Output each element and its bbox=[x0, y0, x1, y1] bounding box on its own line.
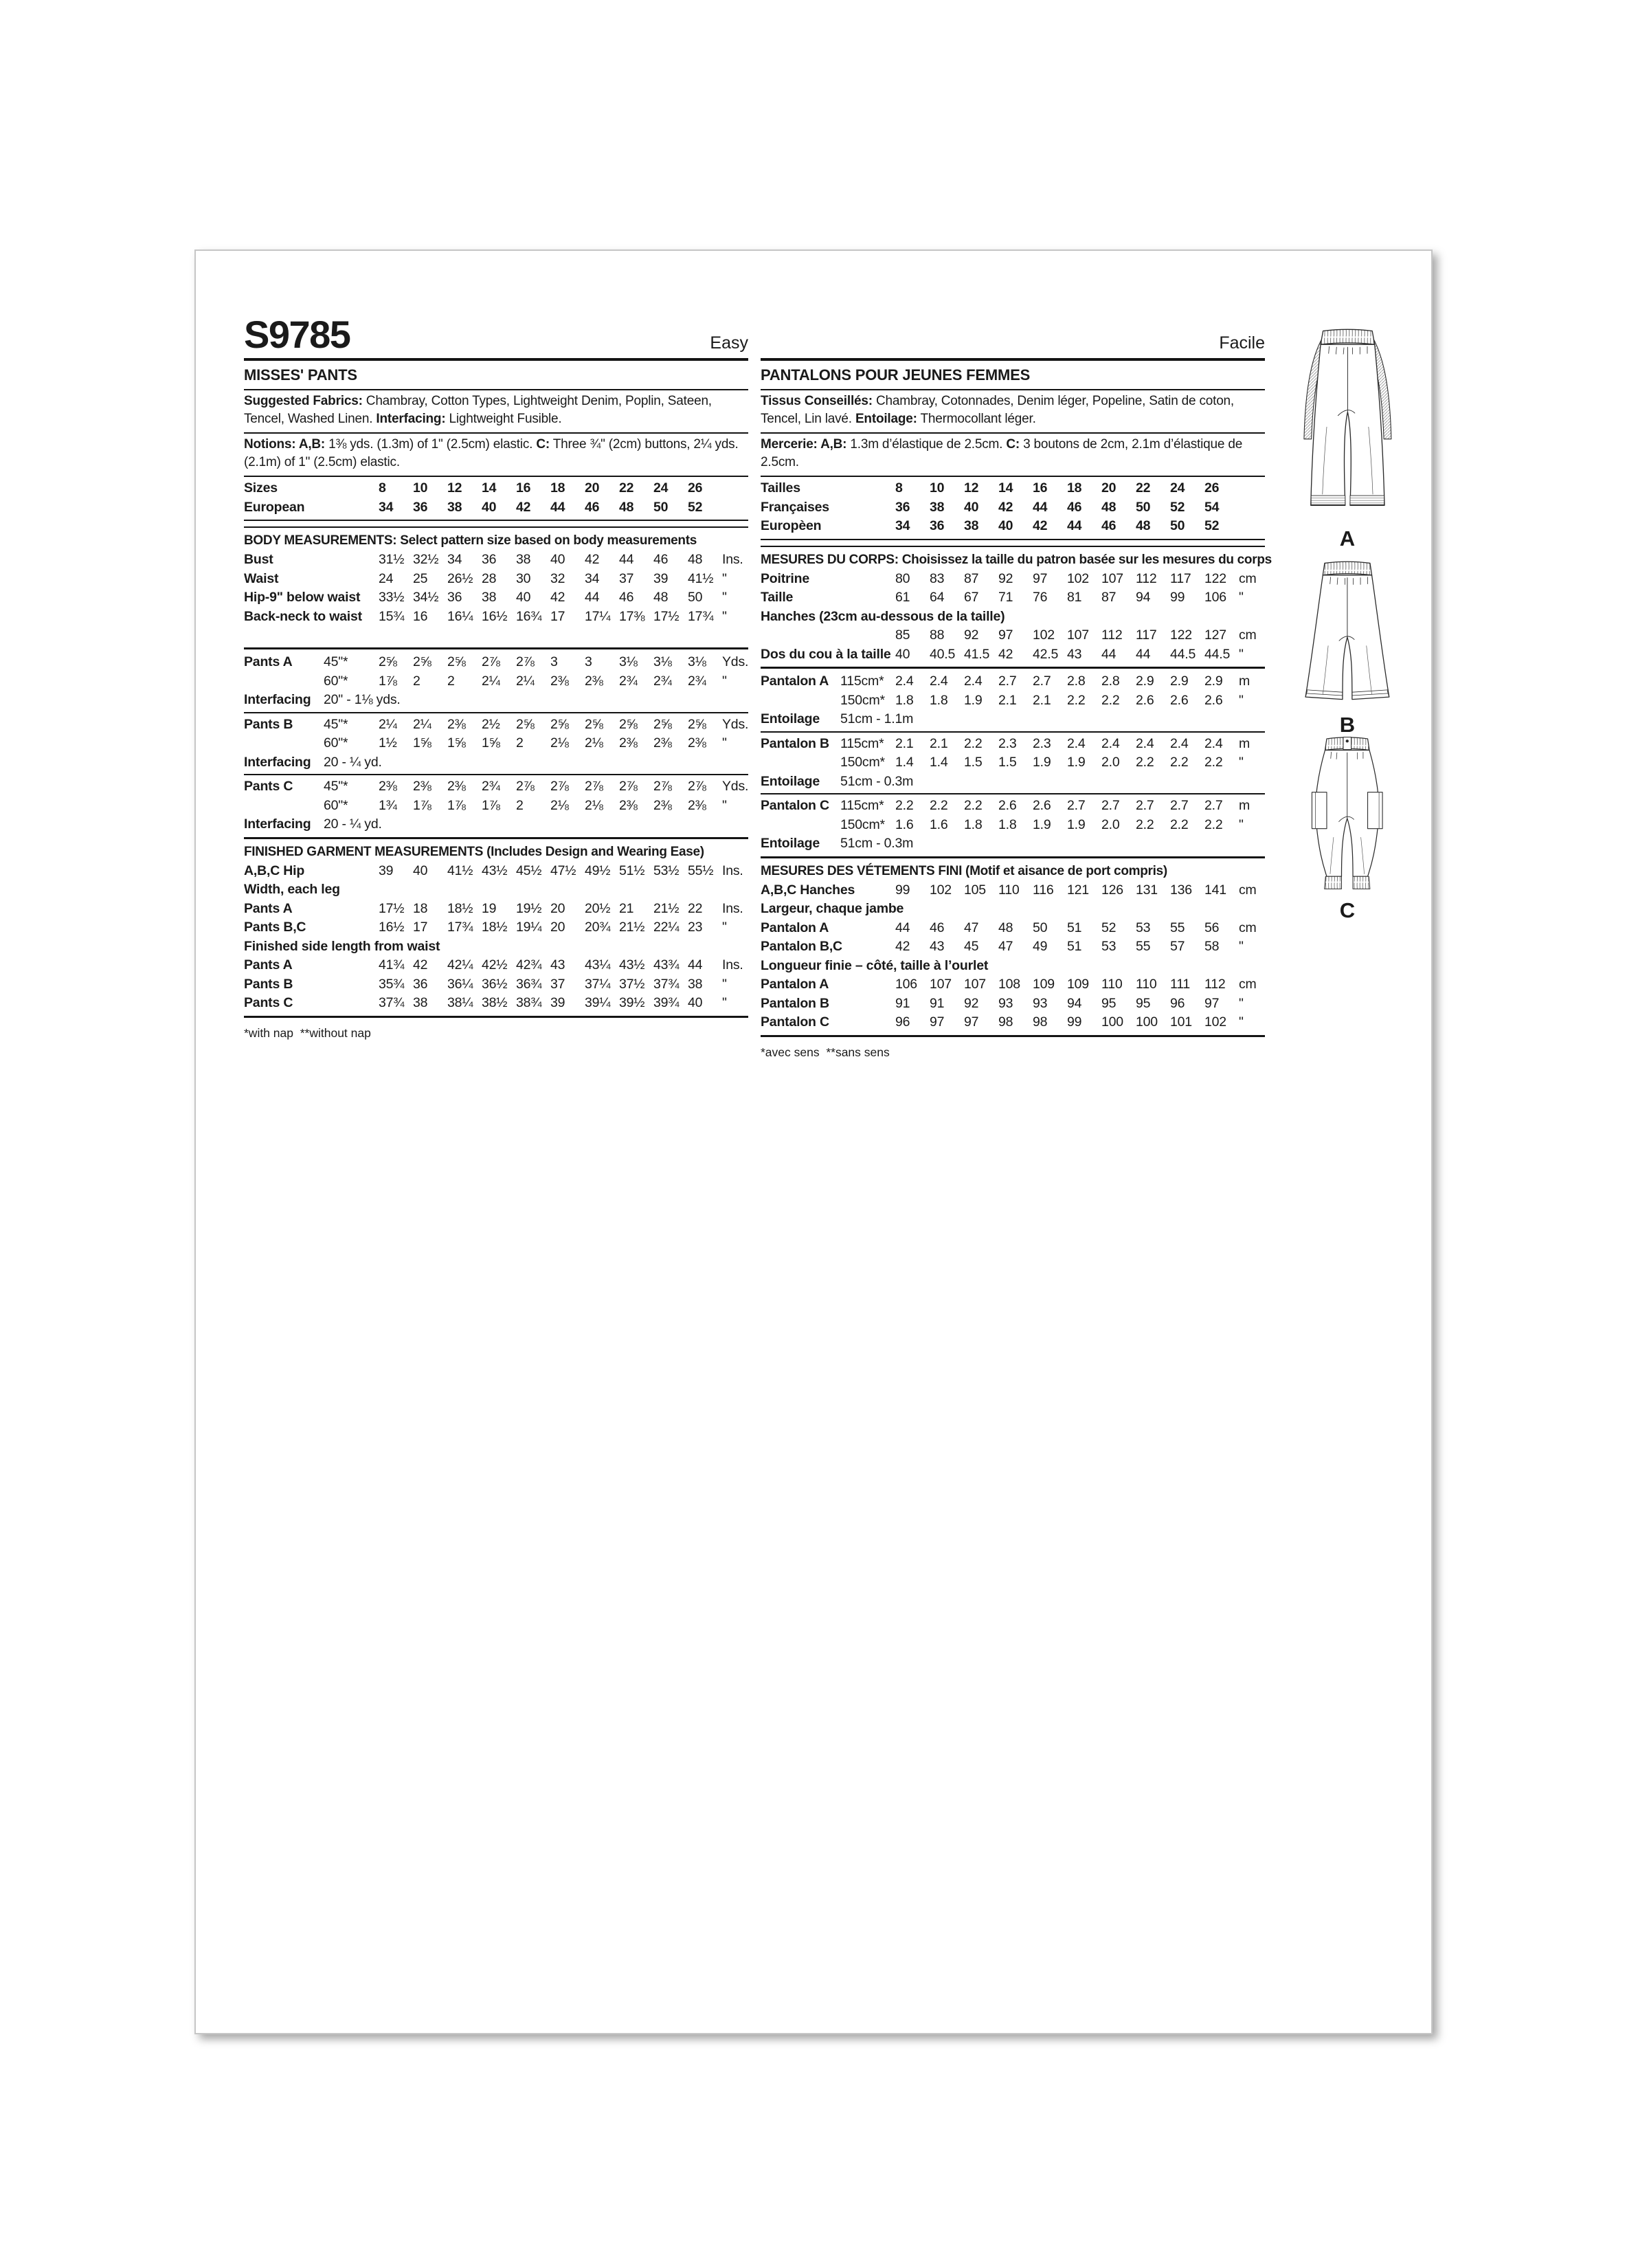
longueur-pantalon-b-row: Pantalon B 91 91 92 93 93 94 95 95 96 97 " bbox=[761, 995, 1244, 1011]
sens-footnote: *avec sens **sans sens bbox=[761, 1045, 890, 1059]
pattern-sheet bbox=[194, 249, 1433, 2034]
body-measurements-header: BODY MEASUREMENTS: Select pattern size based on body measurements bbox=[244, 533, 697, 548]
longueur-pantalon-a-row: Pantalon A 106 107 107 108 109 109 110 110 111 112 cm bbox=[761, 977, 1257, 992]
dos-cou-row: Dos du cou à la taille 40 40.5 41.5 42 42.5 43 44 44 44.5 44.5 " bbox=[761, 646, 1244, 662]
pants-a-60-row: 60"* 1⅞ 2 2 2¼ 2¼ 2⅜ 2⅜ 2¾ 2¾ 2¾ " bbox=[324, 673, 727, 689]
abc-hip-row: A,B,C Hip 39 40 41½ 43½ 45½ 47½ 49½ 51½ 53½ 55½ Ins. bbox=[244, 863, 743, 878]
side-length-label: Finished side length from waist bbox=[244, 938, 440, 954]
european-sizes-row: European 34 36 38 40 42 44 46 48 50 52 bbox=[244, 499, 703, 515]
nap-footnote: *with nap **without nap bbox=[244, 1025, 371, 1040]
interfacing-b-row: Interfacing 20 - ¼ yd. bbox=[244, 754, 382, 770]
section-divider bbox=[244, 774, 748, 775]
english-column bbox=[244, 295, 748, 1042]
divider bbox=[244, 389, 748, 390]
section-divider bbox=[761, 856, 1265, 858]
french-measurement-tables bbox=[761, 479, 1272, 1061]
pants-c-45-row: Pants C 45"* 2⅜ 2⅜ 2⅜ 2¾ 2⅞ 2⅞ 2⅞ 2⅞ 2⅞ 2⅞ Yds. bbox=[244, 779, 749, 794]
longueur-pantalon-c-row: Pantalon C 96 97 97 98 98 99 100 100 101 102 " bbox=[761, 1014, 1244, 1030]
spacer bbox=[244, 626, 748, 645]
english-titlebar bbox=[244, 295, 748, 354]
pants-a-45-row: Pants A 45"* 2⅝ 2⅝ 2⅝ 2⅞ 2⅞ 3 3 3⅛ 3⅛ 3⅛ Yds. bbox=[244, 654, 749, 669]
mesures-vetements-header: MESURES DES VÉTEMENTS FINI (Motif et aisance de port compris) bbox=[761, 863, 1167, 878]
waist-row: Waist 24 25 26½ 28 30 32 34 37 39 41½ " bbox=[244, 570, 727, 586]
poitrine-row: Poitrine 80 83 87 92 97 102 107 112 117 122 cm bbox=[761, 570, 1257, 586]
section-divider bbox=[761, 793, 1265, 794]
pants-c-figure bbox=[1273, 732, 1422, 921]
pants-b-drawing bbox=[1288, 556, 1407, 711]
section-divider bbox=[244, 647, 748, 649]
pantalon-c-150-row: 150cm* 1.6 1.6 1.8 1.8 1.9 1.9 2.0 2.2 2.2 2.2 " bbox=[840, 816, 1244, 832]
pants-a-figure bbox=[1273, 322, 1422, 549]
width-pants-bc-row: Pants B,C 16½ 17 17¾ 18½ 19¼ 20 20¾ 21½ 22¼ 23 " bbox=[244, 920, 727, 935]
finished-garment-header: FINISHED GARMENT MEASUREMENTS (Includes Design and Wearing Ease) bbox=[244, 844, 704, 859]
pants-a-drawing bbox=[1286, 322, 1409, 525]
taille-row: Taille 61 64 67 71 76 81 87 94 99 106 " bbox=[761, 590, 1244, 605]
divider bbox=[761, 389, 1265, 390]
difficulty-label-en: Easy bbox=[710, 333, 748, 353]
section-divider bbox=[244, 712, 748, 713]
length-pants-b-row: Pants B 35¾ 36 36¼ 36½ 36¾ 37 37¼ 37½ 37¾ 38 " bbox=[244, 976, 727, 992]
section-divider bbox=[761, 539, 1265, 547]
notions-text: Notions: A,B: 1⅜ yds. (1.3m) of 1" (2.5cm) elastic. C: Three ¾" (2cm) buttons, 2¼ yds. (2.1m) of 1" (2.5cm) elastic. bbox=[244, 437, 739, 469]
tailles-row: Tailles 8 10 12 14 16 18 20 22 24 26 bbox=[761, 480, 1220, 496]
pants-c-label: C bbox=[1339, 898, 1356, 922]
pants-b-60-row: 60"* 1½ 1⅝ 1⅝ 1⅝ 2 2⅛ 2⅛ 2⅜ 2⅜ 2⅜ " bbox=[324, 735, 727, 751]
width-each-leg-label: Width, each leg bbox=[244, 882, 340, 897]
divider bbox=[244, 432, 748, 434]
width-pants-a-row: Pants A 17½ 18 18½ 19 19½ 20 20½ 21 21½ 22 Ins. bbox=[244, 900, 743, 916]
pants-c-drawing bbox=[1290, 732, 1404, 897]
hip-row: Hip-9" below waist 33½ 34½ 36 38 40 42 44 46 48 50 " bbox=[244, 590, 727, 605]
longueur-label: Longueur finie – côté, taille à l’ourlet bbox=[761, 957, 989, 973]
divider bbox=[761, 358, 1265, 361]
entoilage-c-row: Entoilage 51cm - 0.3m bbox=[761, 836, 914, 851]
length-pants-c-row: Pants C 37¾ 38 38¼ 38½ 38¾ 39 39¼ 39½ 39¾ 40 " bbox=[244, 995, 727, 1010]
divider bbox=[244, 476, 748, 477]
difficulty-label-fr: Facile bbox=[1219, 333, 1265, 353]
divider bbox=[761, 476, 1265, 477]
pantalon-a-115-row: Pantalon A 115cm* 2.4 2.4 2.4 2.7 2.7 2.8 2.8 2.9 2.9 2.9 m bbox=[761, 674, 1250, 689]
section-divider bbox=[761, 667, 1265, 669]
mercerie-text: Mercerie: A,B: 1.3m d’élastique de 2.5cm. C: 3 boutons de 2cm, 2.1m d’élastique de 2.5cm. bbox=[761, 437, 1243, 469]
garment-title-fr: PANTALONS POUR JEUNES FEMMES bbox=[761, 366, 1031, 383]
pants-c-60-row: 60"* 1¾ 1⅞ 1⅞ 1⅞ 2 2⅛ 2⅛ 2⅜ 2⅜ 2⅜ " bbox=[324, 797, 727, 813]
pattern-number: S9785 bbox=[244, 313, 350, 356]
entoilage-b-row: Entoilage 51cm - 0.3m bbox=[761, 773, 914, 789]
french-titlebar bbox=[761, 295, 1265, 354]
largeur-pantalon-a-row: Pantalon A 44 46 47 48 50 51 52 53 55 56 cm bbox=[761, 920, 1257, 935]
section-divider bbox=[761, 731, 1265, 733]
suggested-fabrics-text: Suggested Fabrics: Chambray, Cotton Types, Lightweight Denim, Poplin, Sateen, Tencel, Washed Linen. Interfacing: Lightweight Fusible. bbox=[244, 394, 712, 426]
pantalon-a-150-row: 150cm* 1.8 1.8 1.9 2.1 2.1 2.2 2.2 2.6 2.6 2.6 " bbox=[840, 692, 1244, 708]
hanches-label: Hanches (23cm au-dessous de la taille) bbox=[761, 608, 1005, 624]
europeen-row: Europèen 34 36 38 40 42 44 46 48 50 52 bbox=[761, 518, 1220, 533]
pantalon-c-115-row: Pantalon C 115cm* 2.2 2.2 2.2 2.6 2.6 2.7 2.7 2.7 2.7 2.7 m bbox=[761, 798, 1250, 813]
abc-hanches-row: A,B,C Hanches 99 102 105 110 116 121 126 131 136 141 cm bbox=[761, 882, 1257, 898]
french-column bbox=[761, 295, 1272, 1061]
interfacing-c-row: Interfacing 20 - ¼ yd. bbox=[244, 816, 382, 832]
figure-column bbox=[1273, 251, 1422, 1213]
bust-row: Bust 31½ 32½ 34 36 38 40 42 44 46 48 Ins. bbox=[244, 552, 743, 567]
mesures-corps-header: MESURES DU CORPS: Choisissez la taille du patron basée sur les mesures du corps bbox=[761, 552, 1272, 567]
length-pants-a-row: Pants A 41¾ 42 42¼ 42½ 42¾ 43 43¼ 43½ 43¾ 44 Ins. bbox=[244, 957, 743, 972]
section-divider bbox=[761, 1035, 1265, 1037]
divider bbox=[244, 358, 748, 361]
largeur-pantalon-bc-row: Pantalon B,C 42 43 45 47 49 51 53 55 57 58 " bbox=[761, 939, 1244, 954]
pants-b-label: B bbox=[1339, 713, 1356, 737]
pantalon-b-150-row: 150cm* 1.4 1.4 1.5 1.5 1.9 1.9 2.0 2.2 2.2 2.2 " bbox=[840, 755, 1244, 770]
pants-b-45-row: Pants B 45"* 2¼ 2¼ 2⅜ 2½ 2⅝ 2⅝ 2⅝ 2⅝ 2⅝ 2⅝ Yds. bbox=[244, 716, 749, 732]
pantalon-b-115-row: Pantalon B 115cm* 2.1 2.1 2.2 2.3 2.3 2.4 2.4 2.4 2.4 2.4 m bbox=[761, 735, 1250, 751]
interfacing-a-row: Interfacing 20" - 1⅛ yds. bbox=[244, 692, 401, 707]
section-divider bbox=[244, 837, 748, 839]
hanches-values-row: 85 88 92 97 102 107 112 117 122 127 cm bbox=[895, 627, 1257, 643]
garment-title-en: MISSES' PANTS bbox=[244, 366, 357, 383]
entoilage-a-row: Entoilage 51cm - 1.1m bbox=[761, 711, 914, 726]
pants-b-figure bbox=[1273, 556, 1422, 735]
francaises-row: Françaises 36 38 40 42 44 46 48 50 52 54 bbox=[761, 499, 1220, 515]
english-measurement-tables bbox=[244, 479, 748, 1042]
tissus-conseilles-text: Tissus Conseillés: Chambray, Cotonnades, Denim léger, Popeline, Satin de coton, Tencel, Lin lavé. Entoilage: Thermocollant léger. bbox=[761, 394, 1235, 426]
sizes-row: Sizes 8 10 12 14 16 18 20 22 24 26 bbox=[244, 480, 703, 496]
pants-a-label: A bbox=[1339, 526, 1356, 551]
section-divider bbox=[244, 520, 748, 528]
largeur-label: Largeur, chaque jambe bbox=[761, 901, 904, 916]
divider bbox=[761, 432, 1265, 434]
back-neck-row: Back-neck to waist 15¾ 16 16¼ 16½ 16¾ 17 17¼ 17⅜ 17½ 17¾ " bbox=[244, 608, 727, 624]
section-divider bbox=[244, 1016, 748, 1018]
